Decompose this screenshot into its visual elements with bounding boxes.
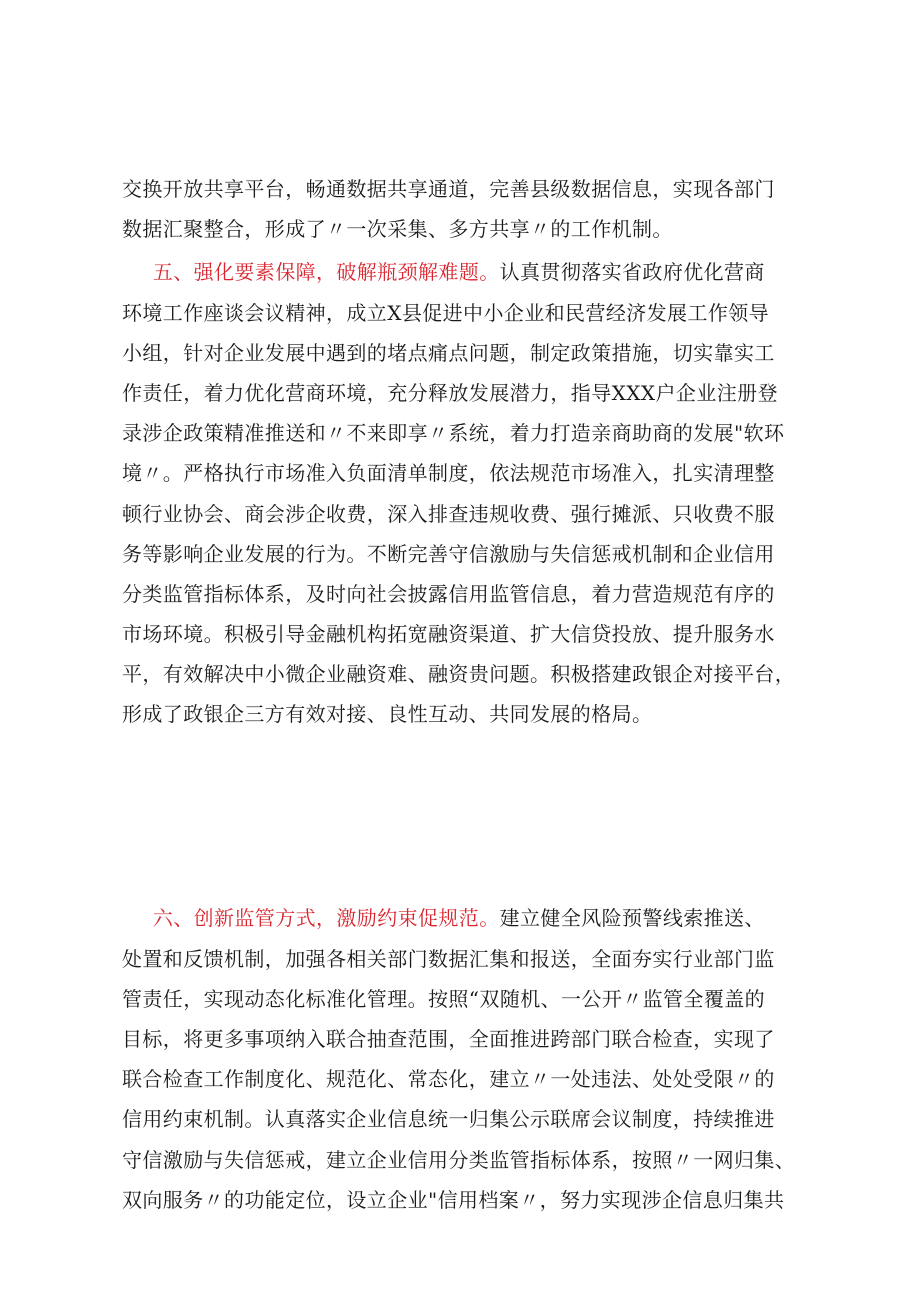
text-line: 联合检查工作制度化、规范化、常态化，建立〃一处违法、处处受限〃的 [122,1067,775,1092]
paragraph-section-five [122,252,822,895]
text-line: 交换开放共享平台，畅通数据共享通道，完善县级数据信息，实现各部门 [122,177,775,201]
text-line: 数据汇聚整合，形成了〃一次采集、多方共享〃的工作机制。 [122,217,673,242]
text-line: 平，有效解决中小微企业融资难、融资贵问题。积极搭建政银企对接平台， [122,662,796,687]
text-line [122,898,822,938]
text-line: 信用约束机制。认真落实企业信息统一归集公示联席会议制度，持续推进 [122,1107,775,1132]
text-line: 务等影响企业发展的行为。不断完善守信激励与失信惩戒机制和企业信用 [122,541,775,566]
text-line: 录涉企政策精准推送和〃不来即享〃系统，着力打造亲商助商的发展"软环 [122,421,785,446]
text-line: 处置和反馈机制，加强各相关部门数据汇集和报送，全面夯实行业部门监 [122,946,775,971]
text-line: 双向服务〃的功能定位，设立企业"信用档案〃，努力实现涉企信息归集共 [122,1187,785,1212]
document-body [122,169,822,1220]
text-line: 守信激励与失信惩戒，建立企业信用分类监管指标体系，按照〃一网归集、 [122,1147,796,1172]
text-line [122,855,822,895]
paragraph-section-six [122,898,822,1220]
text-line [122,252,822,292]
text-line [122,735,822,775]
text-line: 境〃。严格执行市场准入负面清单制度，依法规范市场准入，扎实清理整 [122,461,775,486]
text-line: 作责任，着力优化营商环境，充分释放发展潜力，指导XXX户企业注册登 [122,380,778,405]
text-line: 环境工作座谈会议精神，成立X县促进中小企业和民营经济发展工作领导 [122,300,770,325]
text-line [122,775,822,815]
text-fragment: 建立健全风险预警线索推送、 [499,906,765,931]
text-line: 分类监管指标体系，及时向社会披露信用监管信息，着力营造规范有序的 [122,581,775,606]
text-line: 形成了政银企三方有效对接、良性互动、共同发展的格局。 [122,702,653,727]
text-line [122,815,822,855]
text-line: 管责任，实现动态化标准化管理。按照“双随机、一公开〃监管全覆盖的 [122,986,766,1011]
text-line: 目标，将更多事项纳入联合抽查范围，全面推进跨部门联合检查，实现了 [122,1026,775,1051]
section-heading-six: 六、创新监管方式，激励约束促规范。 [152,906,500,931]
text-fragment: 认真贯彻落实省政府优化营商 [499,260,765,285]
paragraph-continuation [122,169,822,249]
section-heading-five: 五、强化要素保障，破解瓶颈解难题。 [152,260,500,285]
text-line: 顿行业协会、商会涉企收费，深入排查违规收费、强行摊派、只收费不服 [122,501,775,526]
text-line: 市场环境。积极引导金融机构拓宽融资渠道、扩大信贷投放、提升服务水 [122,622,775,647]
text-line: 小组，针对企业发展中遇到的堵点痛点问题，制定政策措施，切实靠实工 [122,340,775,365]
